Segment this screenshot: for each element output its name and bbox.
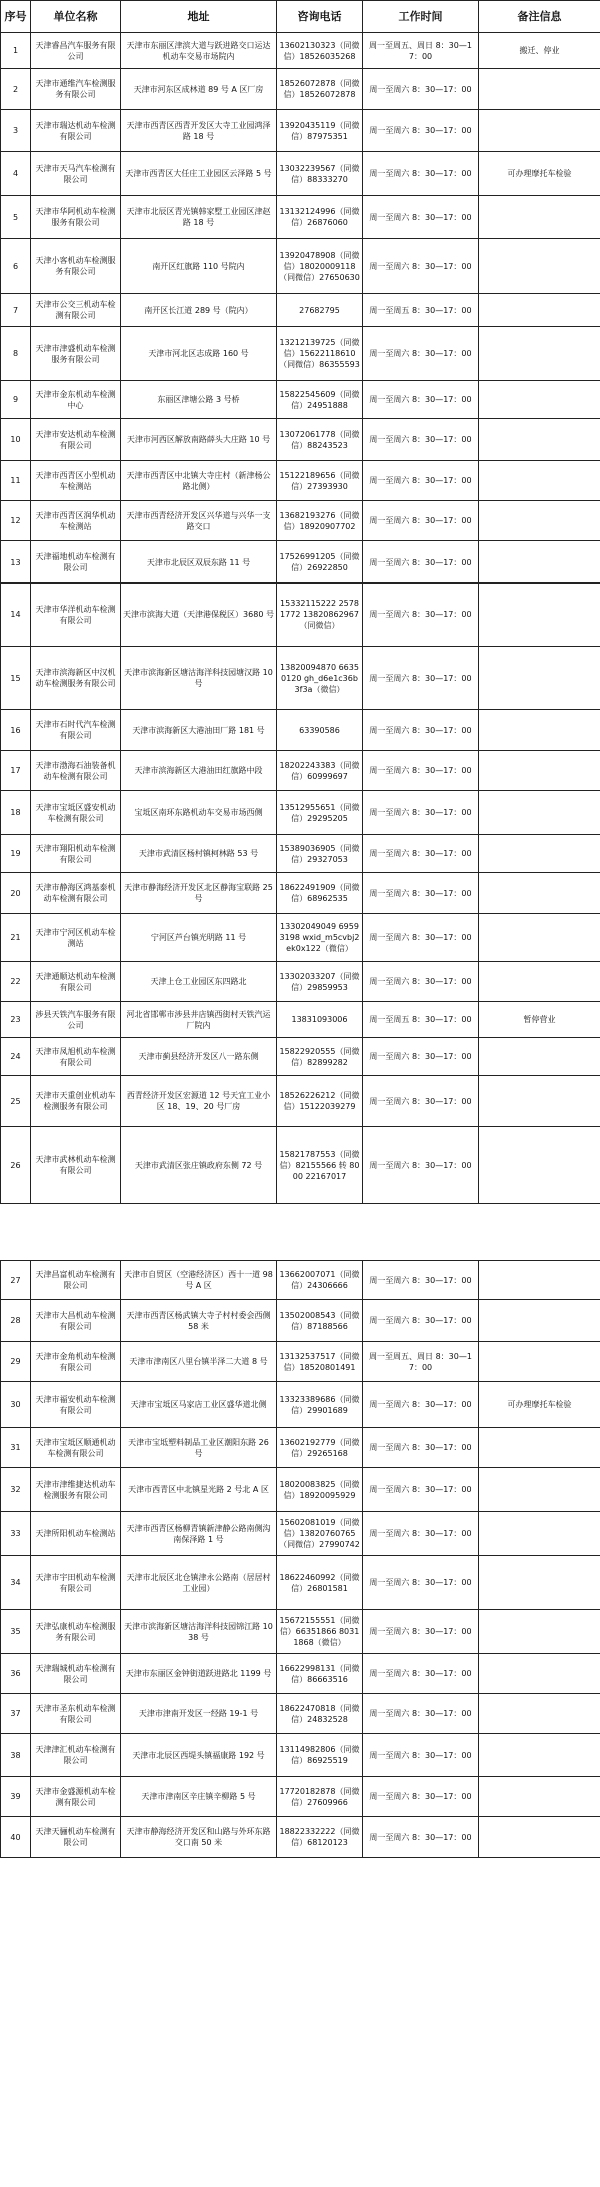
table-row: [1, 69, 600, 110]
cell-addr: 天津市西青区中北镇大寺庄村（新津杨公路北侧）: [121, 461, 277, 501]
cell-name: 天津天骊机动车检测有限公司: [31, 1817, 121, 1858]
cell-seq: 21: [1, 914, 31, 962]
cell-addr: 天津市河东区成林道 89 号 A 区厂房: [121, 69, 277, 110]
cell-name: 天津市石时代汽车检测有限公司: [31, 710, 121, 751]
table-row: [1, 835, 600, 873]
cell-seq: 38: [1, 1734, 31, 1777]
cell-name: 天津市天马汽车检测有限公司: [31, 152, 121, 196]
cell-hours: 周一至周六 8：30—17：00: [363, 1300, 479, 1342]
cell-addr: 天津市滨海大道（天津港保税区）3680 号: [121, 583, 277, 647]
cell-phone: 27682795: [277, 294, 363, 327]
table-row: [1, 1261, 600, 1300]
cell-note: [479, 873, 600, 914]
table-row: [1, 583, 600, 647]
cell-hours: 周一至周六 8：30—17：00: [363, 1777, 479, 1817]
cell-hours: 周一至周六 8：30—17：00: [363, 835, 479, 873]
cell-note: [479, 1428, 600, 1468]
cell-name: 天津市翔阳机动车检测有限公司: [31, 835, 121, 873]
cell-addr: 天津市宝坻塑料制品工业区潮阳东路 26 号: [121, 1428, 277, 1468]
cell-hours: 周一至周六 8：30—17：00: [363, 239, 479, 294]
cell-seq: 5: [1, 196, 31, 239]
cell-name: 天津市武林机动车检测有限公司: [31, 1127, 121, 1204]
cell-name: 涉县天铁汽车服务有限公司: [31, 1002, 121, 1038]
table-row: [1, 1428, 600, 1468]
cell-addr: 天津市西青区杨柳青镇新津静公路南侧沟南保泽路 1 号: [121, 1512, 277, 1556]
table-row: [1, 33, 600, 69]
cell-phone: 15822920555（同微信）82899282: [277, 1038, 363, 1076]
cell-hours: 周一至周五 8：30—17：00: [363, 1002, 479, 1038]
table-row: [1, 541, 600, 584]
cell-name: 天津市福安机动车检测有限公司: [31, 1382, 121, 1428]
cell-hours: 周一至周六 8：30—17：00: [363, 541, 479, 584]
cell-phone: 17526991205（同微信）26922850: [277, 541, 363, 584]
table-row: [1, 1734, 600, 1777]
cell-name: 天津市宁河区机动车检测站: [31, 914, 121, 962]
cell-hours: 周一至周六 8：30—17：00: [363, 647, 479, 710]
cell-hours: 周一至周五、周日 8：30—17：00: [363, 1342, 479, 1382]
cell-hours: 周一至周六 8：30—17：00: [363, 1512, 479, 1556]
cell-hours: 周一至周六 8：30—17：00: [363, 583, 479, 647]
table-row: [1, 381, 600, 419]
cell-seq: 20: [1, 873, 31, 914]
header-row: [1, 1, 600, 33]
cell-hours: 周一至周六 8：30—17：00: [363, 69, 479, 110]
cell-name: 天津睿昌汽车服务有限公司: [31, 33, 121, 69]
cell-phone: 13602130323（同微信）18526035268: [277, 33, 363, 69]
cell-name: 天津市津盛机动车检测服务有限公司: [31, 327, 121, 381]
cell-note: [479, 1734, 600, 1777]
cell-seq: 27: [1, 1261, 31, 1300]
cell-note: [479, 327, 600, 381]
table-row: [1, 196, 600, 239]
cell-hours: 周一至周六 8：30—17：00: [363, 1382, 479, 1428]
cell-addr: 天津市西青区杨武镇大寺子村村委会西侧 58 米: [121, 1300, 277, 1342]
cell-name: 天津津汇机动车检测有限公司: [31, 1734, 121, 1777]
cell-seq: 22: [1, 962, 31, 1002]
cell-name: 天津市渤海石油装备机动车检测有限公司: [31, 751, 121, 791]
column-header: 备注信息: [479, 1, 600, 33]
cell-addr: 东丽区津塘公路 3 号桥: [121, 381, 277, 419]
table-row: [1, 239, 600, 294]
cell-name: 天津市华洋机动车检测有限公司: [31, 583, 121, 647]
cell-name: 天津市大昌机动车检测有限公司: [31, 1300, 121, 1342]
cell-phone: 13920478908（同微信）18020009118（同微信）27650630: [277, 239, 363, 294]
vehicle-inspection-table-section: [0, 1260, 600, 1858]
cell-phone: 15122189656（同微信）27393930: [277, 461, 363, 501]
cell-seq: 23: [1, 1002, 31, 1038]
cell-phone: 18526226212（同微信）15122039279: [277, 1076, 363, 1127]
cell-addr: 天津市北辰区西堤头镇福康路 192 号: [121, 1734, 277, 1777]
cell-phone: 18202243383（同微信）60999697: [277, 751, 363, 791]
cell-phone: 13512955651（同微信）29295205: [277, 791, 363, 835]
cell-seq: 15: [1, 647, 31, 710]
table-row: [1, 419, 600, 461]
table-row: [1, 1127, 600, 1204]
cell-seq: 2: [1, 69, 31, 110]
cell-note: [479, 419, 600, 461]
cell-note: [479, 1342, 600, 1382]
cell-seq: 25: [1, 1076, 31, 1127]
cell-addr: 天津市宝坻区马家店工业区盛华道北侧: [121, 1382, 277, 1428]
cell-hours: 周一至周六 8：30—17：00: [363, 751, 479, 791]
cell-addr: 天津市滨海新区塘沽海洋科技园锦江路 1038 号: [121, 1610, 277, 1654]
cell-name: 天津市天重创业机动车检测服务有限公司: [31, 1076, 121, 1127]
cell-hours: 周一至周六 8：30—17：00: [363, 710, 479, 751]
cell-seq: 34: [1, 1556, 31, 1610]
cell-name: 天津市金东机动车检测中心: [31, 381, 121, 419]
cell-note: [479, 69, 600, 110]
cell-hours: 周一至周六 8：30—17：00: [363, 1654, 479, 1694]
cell-hours: 周一至周六 8：30—17：00: [363, 1428, 479, 1468]
table-row: [1, 110, 600, 152]
table-row: [1, 751, 600, 791]
cell-seq: 29: [1, 1342, 31, 1382]
cell-addr: 天津市武清区杨村镇柯林路 53 号: [121, 835, 277, 873]
cell-name: 天津市西青区小型机动车检测站: [31, 461, 121, 501]
cell-name: 天津市滨海新区中汉机动车检测服务有限公司: [31, 647, 121, 710]
cell-seq: 4: [1, 152, 31, 196]
table-row: [1, 1300, 600, 1342]
cell-note: [479, 1076, 600, 1127]
cell-phone: 15332115222 25781772 13820862967（同微信）: [277, 583, 363, 647]
column-header: 地址: [121, 1, 277, 33]
cell-name: 天津市金盛源机动车检测有限公司: [31, 1777, 121, 1817]
cell-addr: 宁河区芦台镇光明路 11 号: [121, 914, 277, 962]
table-row: [1, 1342, 600, 1382]
cell-seq: 8: [1, 327, 31, 381]
cell-note: [479, 1512, 600, 1556]
cell-addr: 天津市武清区张庄镇政府东侧 72 号: [121, 1127, 277, 1204]
table-row: [1, 501, 600, 541]
cell-hours: 周一至周六 8：30—17：00: [363, 1610, 479, 1654]
cell-name: 天津市通维汽车检测服务有限公司: [31, 69, 121, 110]
cell-note: [479, 196, 600, 239]
cell-hours: 周一至周六 8：30—17：00: [363, 1734, 479, 1777]
cell-hours: 周一至周六 8：30—17：00: [363, 1694, 479, 1734]
cell-note: 搬迁、停业: [479, 33, 600, 69]
cell-addr: 天津市西青区西青开发区大寺工业园鸿泽路 18 号: [121, 110, 277, 152]
cell-name: 天津市西青区润华机动车检测站: [31, 501, 121, 541]
cell-hours: 周一至周六 8：30—17：00: [363, 501, 479, 541]
cell-name: 天津市瑞达机动车检测有限公司: [31, 110, 121, 152]
cell-phone: 15389036905（同微信）29327053: [277, 835, 363, 873]
cell-name: 天津瑞城机动车检测有限公司: [31, 1654, 121, 1694]
cell-hours: 周一至周六 8：30—17：00: [363, 461, 479, 501]
cell-seq: 24: [1, 1038, 31, 1076]
cell-note: [479, 1777, 600, 1817]
cell-hours: 周一至周六 8：30—17：00: [363, 152, 479, 196]
cell-phone: 13114982806（同微信）86925519: [277, 1734, 363, 1777]
cell-hours: 周一至周六 8：30—17：00: [363, 1127, 479, 1204]
cell-name: 天津市宝坻区顺通机动车检测有限公司: [31, 1428, 121, 1468]
cell-phone: 15602081019（同微信）13820760765（同微信）27990742: [277, 1512, 363, 1556]
cell-addr: 天津市河西区解放南路薛头大庄路 10 号: [121, 419, 277, 461]
cell-phone: 13212139725（同微信）15622118610（同微信）86355593: [277, 327, 363, 381]
cell-note: [479, 962, 600, 1002]
cell-addr: 西青经济开发区宏源道 12 号天宜工业小区 18、19、20 号厂房: [121, 1076, 277, 1127]
cell-hours: 周一至周六 8：30—17：00: [363, 381, 479, 419]
cell-note: [479, 791, 600, 835]
table-row: [1, 791, 600, 835]
cell-addr: 天津市东丽区津滨大道与跃进路交口运达机动车交易市场院内: [121, 33, 277, 69]
table-row: [1, 1654, 600, 1694]
cell-hours: 周一至周五 8：30—17：00: [363, 294, 479, 327]
cell-note: [479, 1610, 600, 1654]
cell-addr: 南开区红旗路 110 号院内: [121, 239, 277, 294]
cell-seq: 32: [1, 1468, 31, 1512]
cell-name: 天津小客机动车检测服务有限公司: [31, 239, 121, 294]
cell-note: [479, 1468, 600, 1512]
cell-addr: 天津市滨海新区大港油田厂路 181 号: [121, 710, 277, 751]
cell-note: [479, 1300, 600, 1342]
table-row: [1, 1076, 600, 1127]
cell-phone: 13032239567（同微信）88333270: [277, 152, 363, 196]
cell-note: [479, 1556, 600, 1610]
vehicle-inspection-table-section: [0, 0, 600, 584]
cell-note: [479, 1261, 600, 1300]
cell-phone: 13323389686（同微信）29901689: [277, 1382, 363, 1428]
cell-phone: 63390586: [277, 710, 363, 751]
cell-name: 天津市华阿机动车检测服务有限公司: [31, 196, 121, 239]
cell-note: [479, 110, 600, 152]
cell-name: 天津所阳机动车检测站: [31, 1512, 121, 1556]
cell-phone: 13302033207（同微信）29859953: [277, 962, 363, 1002]
cell-name: 天津通顺达机动车检测有限公司: [31, 962, 121, 1002]
cell-seq: 39: [1, 1777, 31, 1817]
cell-seq: 30: [1, 1382, 31, 1428]
cell-hours: 周一至周六 8：30—17：00: [363, 962, 479, 1002]
cell-seq: 37: [1, 1694, 31, 1734]
cell-hours: 周一至周六 8：30—17：00: [363, 1817, 479, 1858]
cell-seq: 3: [1, 110, 31, 152]
table-row: [1, 1512, 600, 1556]
cell-addr: 天津市东丽区金钟街道跃进路北 1199 号: [121, 1654, 277, 1694]
cell-addr: 天津市河北区志成路 160 号: [121, 327, 277, 381]
cell-note: [479, 461, 600, 501]
cell-seq: 10: [1, 419, 31, 461]
cell-seq: 19: [1, 835, 31, 873]
cell-hours: 周一至周六 8：30—17：00: [363, 1468, 479, 1512]
cell-note: [479, 1817, 600, 1858]
cell-addr: 天津市滨海新区塘沽海洋科技园塘汉路 10 号: [121, 647, 277, 710]
cell-hours: 周一至周六 8：30—17：00: [363, 1076, 479, 1127]
cell-note: [479, 835, 600, 873]
cell-name: 天津昌富机动车检测有限公司: [31, 1261, 121, 1300]
table-row: [1, 1817, 600, 1858]
cell-phone: 13820094870 66350120 gh_d6e1c36b3f3a（微信）: [277, 647, 363, 710]
cell-seq: 36: [1, 1654, 31, 1694]
cell-phone: 18822332222（同微信）68120123: [277, 1817, 363, 1858]
cell-phone: 17720182878（同微信）27609966: [277, 1777, 363, 1817]
table-row: [1, 1382, 600, 1428]
cell-phone: 15672155551（同微信）66351866 80311868（微信）: [277, 1610, 363, 1654]
cell-addr: 河北省邯郸市涉县井店镇西街村天铁汽运厂院内: [121, 1002, 277, 1038]
cell-seq: 40: [1, 1817, 31, 1858]
cell-note: [479, 541, 600, 584]
table-row: [1, 294, 600, 327]
cell-hours: 周一至周六 8：30—17：00: [363, 1556, 479, 1610]
column-header: 咨询电话: [277, 1, 363, 33]
cell-phone: 15822545609（同微信）24951888: [277, 381, 363, 419]
vehicle-inspection-table-section: [0, 582, 600, 1204]
cell-phone: 18622460992（同微信）26801581: [277, 1556, 363, 1610]
cell-seq: 11: [1, 461, 31, 501]
column-header: 工作时间: [363, 1, 479, 33]
cell-addr: 天津市西青区大任庄工业园区云泽路 5 号: [121, 152, 277, 196]
cell-phone: 18622470818（同微信）24832528: [277, 1694, 363, 1734]
cell-note: [479, 647, 600, 710]
cell-note: [479, 294, 600, 327]
cell-addr: 天津市蓟县经济开发区八一路东侧: [121, 1038, 277, 1076]
cell-seq: 18: [1, 791, 31, 835]
cell-phone: 13662007071（同微信）24306666: [277, 1261, 363, 1300]
cell-addr: 天津市津南开发区一经路 19-1 号: [121, 1694, 277, 1734]
column-header: 序号: [1, 1, 31, 33]
table-row: [1, 461, 600, 501]
table-row: [1, 962, 600, 1002]
cell-addr: 天津市自贸区（空港经济区）西十一道 98 号 A 区: [121, 1261, 277, 1300]
cell-addr: 天津市滨海新区大港油田红旗路中段: [121, 751, 277, 791]
table-row: [1, 1468, 600, 1512]
cell-addr: 宝坻区南环东路机动车交易市场西侧: [121, 791, 277, 835]
cell-addr: 天津市静海经济开发区和山路与外环东路交口南 50 米: [121, 1817, 277, 1858]
cell-phone: 18526072878（同微信）18526072878: [277, 69, 363, 110]
cell-hours: 周一至周六 8：30—17：00: [363, 1038, 479, 1076]
cell-addr: 天津市北辰区青光镇韩家墅工业园区津赵路 18 号: [121, 196, 277, 239]
cell-seq: 14: [1, 583, 31, 647]
cell-phone: 13132124996（同微信）26876060: [277, 196, 363, 239]
cell-addr: 天津市北辰区双辰东路 11 号: [121, 541, 277, 584]
cell-seq: 31: [1, 1428, 31, 1468]
column-header: 单位名称: [31, 1, 121, 33]
cell-phone: 13302049049 69593198 wxid_m5cvbj2ek0x122（微信）: [277, 914, 363, 962]
cell-addr: 天津市西青区中北镇星光路 2 号北 A 区: [121, 1468, 277, 1512]
cell-note: [479, 751, 600, 791]
cell-seq: 13: [1, 541, 31, 584]
cell-note: [479, 501, 600, 541]
cell-phone: 13072061778（同微信）88243523: [277, 419, 363, 461]
cell-note: 可办理摩托车检验: [479, 152, 600, 196]
cell-name: 天津市宇田机动车检测有限公司: [31, 1556, 121, 1610]
cell-hours: 周一至周六 8：30—17：00: [363, 110, 479, 152]
cell-seq: 33: [1, 1512, 31, 1556]
cell-name: 天津市静海区鸿基泰机动车检测有限公司: [31, 873, 121, 914]
cell-note: [479, 914, 600, 962]
cell-phone: 13602192779（同微信）29265168: [277, 1428, 363, 1468]
cell-hours: 周一至周六 8：30—17：00: [363, 327, 479, 381]
cell-phone: 16622998131（同微信）86663516: [277, 1654, 363, 1694]
cell-note: 暂停营业: [479, 1002, 600, 1038]
cell-name: 天津市金角机动车检测有限公司: [31, 1342, 121, 1382]
cell-note: [479, 1694, 600, 1734]
cell-name: 天津市凤旭机动车检测有限公司: [31, 1038, 121, 1076]
cell-seq: 6: [1, 239, 31, 294]
cell-seq: 26: [1, 1127, 31, 1204]
cell-seq: 7: [1, 294, 31, 327]
cell-name: 天津市公交三机动车检测有限公司: [31, 294, 121, 327]
table-row: [1, 647, 600, 710]
cell-name: 天津市津维捷达机动车检测服务有限公司: [31, 1468, 121, 1512]
cell-addr: 天津上仓工业园区东四路北: [121, 962, 277, 1002]
cell-seq: 17: [1, 751, 31, 791]
cell-seq: 9: [1, 381, 31, 419]
table-row: [1, 1002, 600, 1038]
cell-phone: 15821787553（同微信）82155566 转 8000 22167017: [277, 1127, 363, 1204]
cell-phone: 13132537517（同微信）18520801491: [277, 1342, 363, 1382]
table-row: [1, 152, 600, 196]
cell-note: [479, 710, 600, 751]
cell-note: [479, 1038, 600, 1076]
table-row: [1, 1610, 600, 1654]
table-row: [1, 914, 600, 962]
cell-note: [479, 1127, 600, 1204]
table-row: [1, 327, 600, 381]
cell-seq: 16: [1, 710, 31, 751]
cell-addr: 南开区长江道 289 号（院内）: [121, 294, 277, 327]
cell-addr: 天津市静海经济开发区北区静海宝联路 25 号: [121, 873, 277, 914]
cell-phone: 18622491909（同微信）68962535: [277, 873, 363, 914]
cell-seq: 28: [1, 1300, 31, 1342]
cell-hours: 周一至周六 8：30—17：00: [363, 196, 479, 239]
cell-name: 天津市安达机动车检测有限公司: [31, 419, 121, 461]
table-row: [1, 873, 600, 914]
cell-name: 天津福地机动车检测有限公司: [31, 541, 121, 584]
cell-phone: 13682193276（同微信）18920907702: [277, 501, 363, 541]
cell-note: [479, 583, 600, 647]
cell-name: 天津市宝坻区盛安机动车检测有限公司: [31, 791, 121, 835]
table-row: [1, 1556, 600, 1610]
table-row: [1, 1777, 600, 1817]
cell-hours: 周一至周六 8：30—17：00: [363, 791, 479, 835]
cell-phone: 13502008543（同微信）87188566: [277, 1300, 363, 1342]
cell-phone: 13831093006: [277, 1002, 363, 1038]
cell-note: [479, 1654, 600, 1694]
cell-phone: 18020083825（同微信）18920095929: [277, 1468, 363, 1512]
table-row: [1, 1038, 600, 1076]
table-row: [1, 710, 600, 751]
cell-hours: 周一至周六 8：30—17：00: [363, 1261, 479, 1300]
cell-note: [479, 239, 600, 294]
cell-hours: 周一至周六 8：30—17：00: [363, 873, 479, 914]
cell-addr: 天津市津南区辛庄镇辛柳路 5 号: [121, 1777, 277, 1817]
cell-note: [479, 381, 600, 419]
cell-hours: 周一至周六 8：30—17：00: [363, 419, 479, 461]
table-row: [1, 1694, 600, 1734]
cell-seq: 1: [1, 33, 31, 69]
cell-seq: 35: [1, 1610, 31, 1654]
cell-note: 可办理摩托车检验: [479, 1382, 600, 1428]
cell-addr: 天津市北辰区北仓镇津永公路南（居居村工业园）: [121, 1556, 277, 1610]
cell-hours: 周一至周五、周日 8：30—17：00: [363, 33, 479, 69]
cell-seq: 12: [1, 501, 31, 541]
cell-name: 天津弘康机动车检测服务有限公司: [31, 1610, 121, 1654]
cell-name: 天津市圣东机动车检测有限公司: [31, 1694, 121, 1734]
cell-addr: 天津市西青经济开发区兴华道与兴华一支路交口: [121, 501, 277, 541]
cell-phone: 13920435119（同微信）87975351: [277, 110, 363, 152]
cell-hours: 周一至周六 8：30—17：00: [363, 914, 479, 962]
cell-addr: 天津市津南区八里台镇半泽二大道 8 号: [121, 1342, 277, 1382]
